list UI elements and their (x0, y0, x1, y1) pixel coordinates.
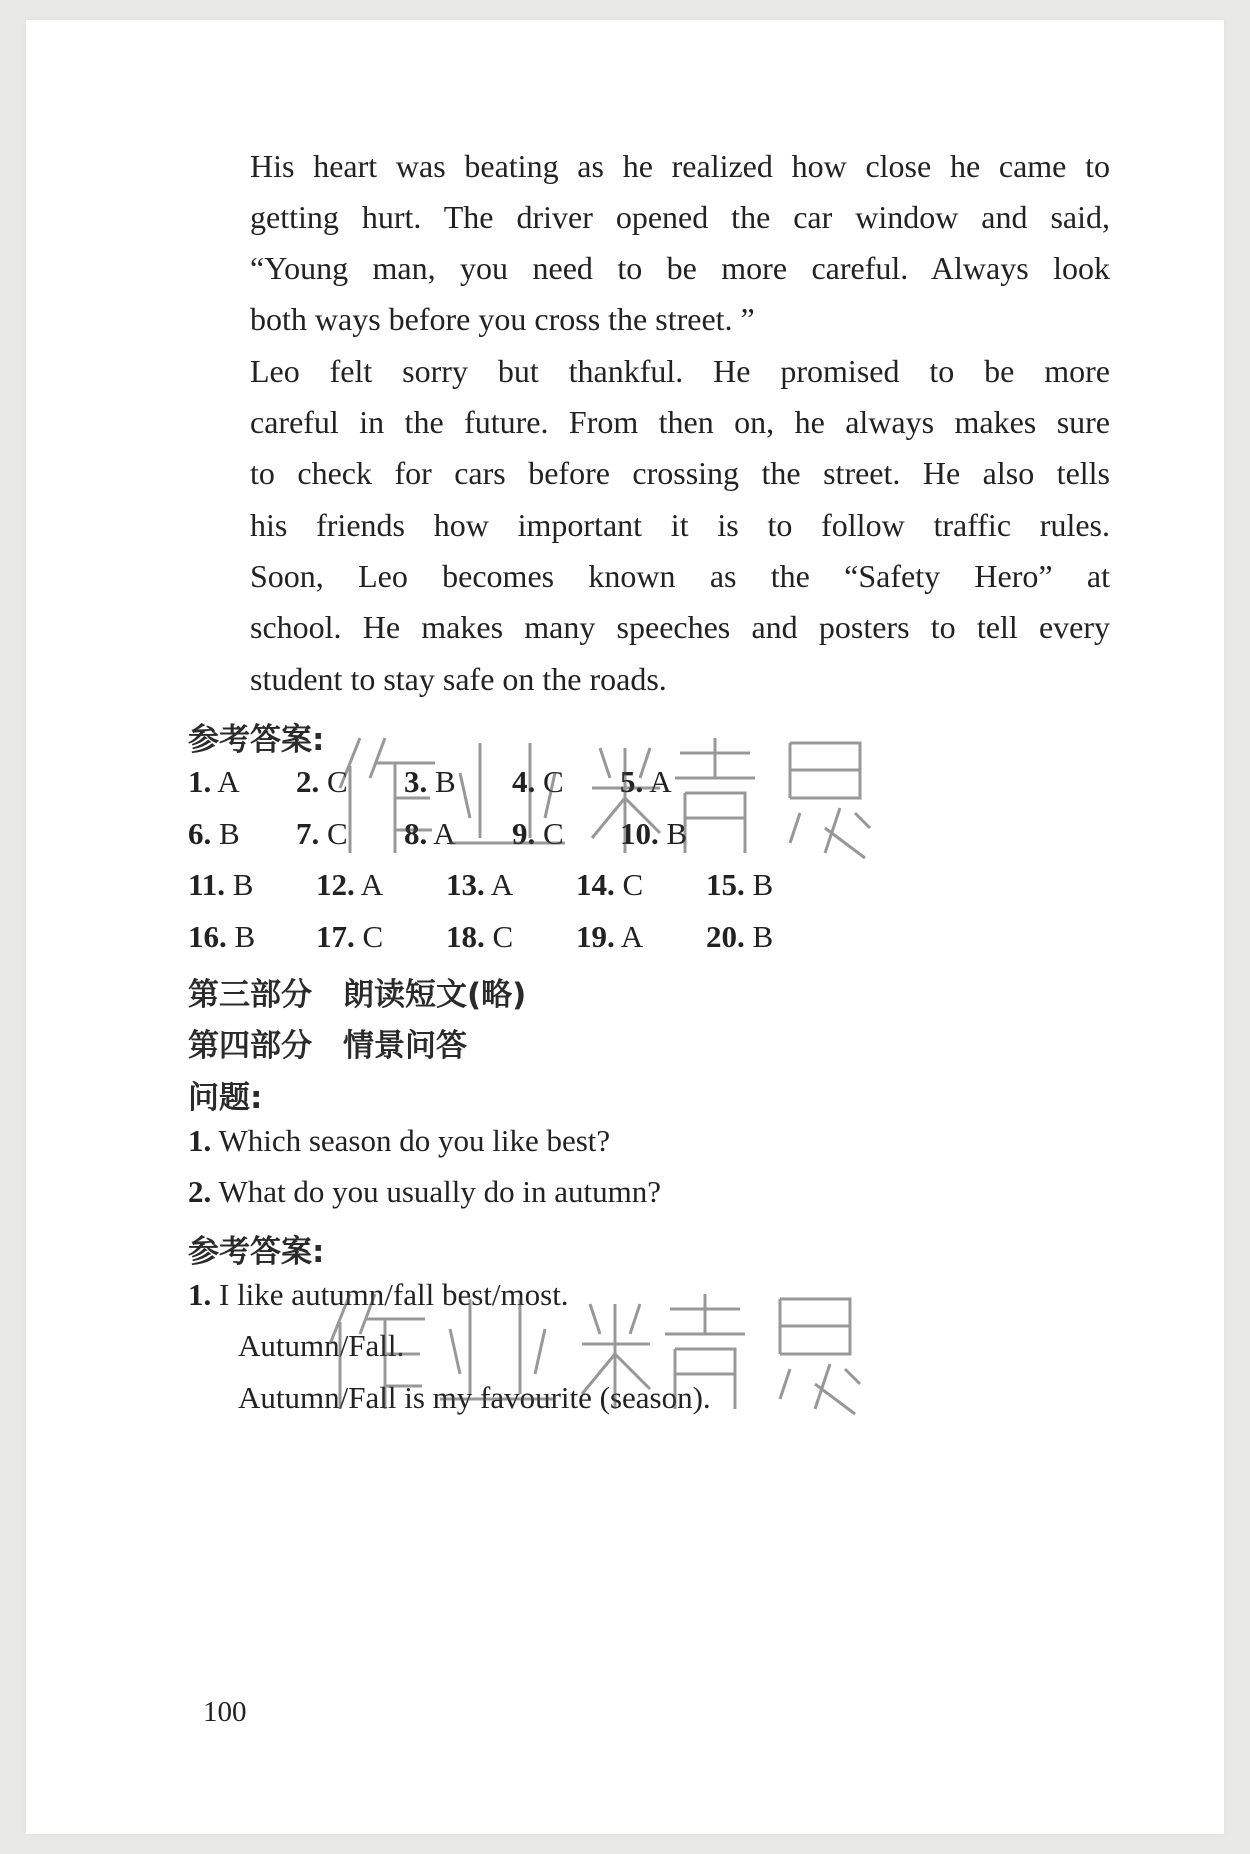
alternative-answer: Autumn/Fall is my favourite (season). (238, 1380, 711, 1415)
question-number: 13. (446, 867, 485, 902)
story-line: His heart was beating as he realized how close he came to (250, 148, 1110, 184)
story-line: to check for cars before crossing the street. He also tells (250, 455, 1110, 491)
answer-text: I like autumn/fall best/most. (219, 1277, 569, 1312)
story-line: “Young man, you need to be more careful. Always look (250, 250, 1110, 286)
question-number: 17. (316, 919, 355, 954)
question-number: 16. (188, 919, 227, 954)
answer-choice: C (543, 816, 564, 851)
question-number: 10. (620, 816, 659, 851)
story-line: his friends how important it is to follow traffic rules. (250, 507, 1110, 543)
answer-choice: C (327, 816, 348, 851)
question-number: 18. (446, 919, 485, 954)
answer-choice: A (649, 764, 672, 799)
answer-choice: C (492, 919, 514, 954)
answer-choice: A (360, 867, 384, 902)
question-line (188, 1123, 610, 1159)
page-number: 100 (203, 1696, 247, 1728)
answer-choice: B (752, 919, 774, 954)
question-text: What do you usually do in autumn? (218, 1174, 661, 1209)
answer-choice: A (490, 867, 514, 902)
question-number: 5. (620, 764, 644, 799)
answer-choice: A (217, 764, 240, 799)
part-four-heading: 第四部分 情景问答 (188, 1028, 467, 1064)
watermark-logo (320, 718, 880, 868)
answer-choice: C (327, 764, 348, 799)
answer-choice: C (622, 867, 644, 902)
answer-choice: B (435, 764, 456, 799)
answers-heading: 参考答案: (188, 722, 325, 758)
answer-choice: B (752, 867, 774, 902)
question-line (188, 1174, 661, 1210)
story-line: Leo felt sorry but thankful. He promised to be more (250, 353, 1110, 389)
question-number: 8. (404, 816, 428, 851)
answer-row (188, 919, 773, 955)
story-line: getting hurt. The driver opened the car window and said, (250, 199, 1110, 235)
story-line: both ways before you cross the street. ” (250, 301, 755, 337)
question-number: 12. (316, 867, 355, 902)
question-number: 2. (296, 764, 320, 799)
answer-choice: A (433, 816, 456, 851)
question-text: Which season do you like best? (218, 1123, 611, 1158)
part-three-heading: 第三部分 朗读短文(略) (188, 977, 527, 1013)
story-line: Soon, Leo becomes known as the “Safety Hero” at (250, 558, 1110, 594)
questions-heading: 问题: (188, 1080, 263, 1116)
question-number: 19. (576, 919, 615, 954)
answer-choice: B (232, 867, 254, 902)
answer-choice: C (543, 764, 564, 799)
story-line: school. He makes many speeches and posters to tell every (250, 609, 1110, 645)
question-number: 6. (188, 816, 212, 851)
answer-row (188, 867, 773, 903)
answer-choice: B (219, 816, 240, 851)
question-number: 4. (512, 764, 536, 799)
story-line: careful in the future. From then on, he always makes sure (250, 404, 1110, 440)
question-number: 1. (188, 764, 212, 799)
question-number: 11. (188, 867, 226, 902)
question-number: 2. (188, 1174, 212, 1209)
question-number: 15. (706, 867, 745, 902)
question-number: 7. (296, 816, 320, 851)
answer-number: 1. (188, 1277, 212, 1312)
question-number: 1. (188, 1123, 212, 1158)
answer-choice: C (362, 919, 384, 954)
question-number: 9. (512, 816, 536, 851)
question-number: 14. (576, 867, 615, 902)
answers-heading: 参考答案: (188, 1234, 325, 1270)
story-line: student to stay safe on the roads. (250, 661, 667, 697)
answer-choice: A (620, 919, 644, 954)
question-number: 3. (404, 764, 428, 799)
answer-choice: B (666, 816, 688, 851)
alternative-answer: Autumn/Fall. (238, 1328, 405, 1363)
question-number: 20. (706, 919, 745, 954)
answer-choice: B (234, 919, 256, 954)
watermark-logo (310, 1274, 870, 1424)
